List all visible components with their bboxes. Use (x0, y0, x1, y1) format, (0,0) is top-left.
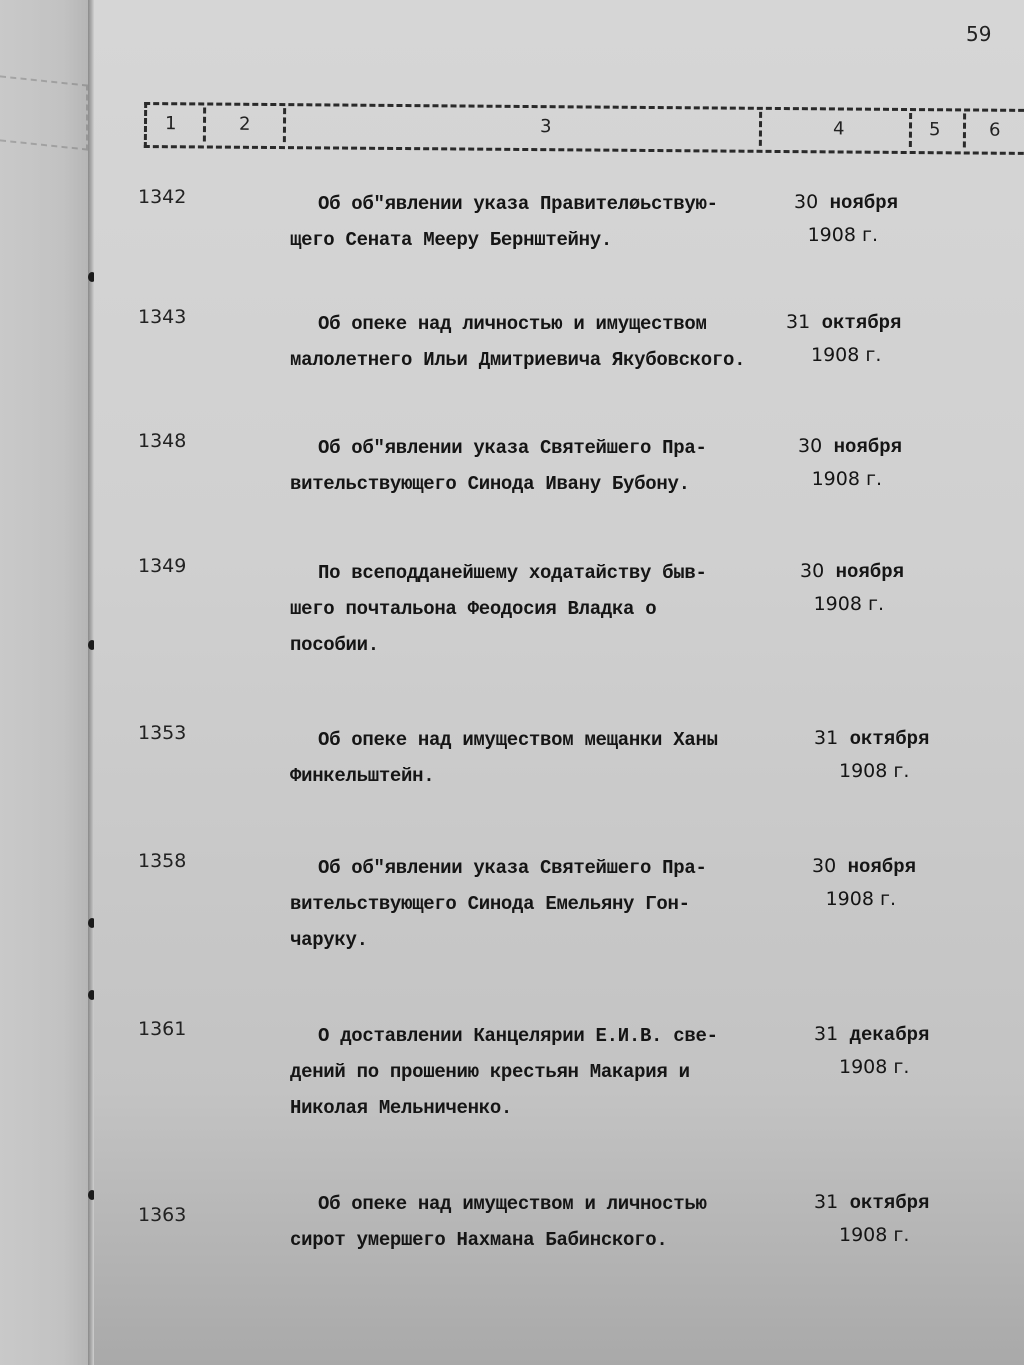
column-header-4: 4 (832, 118, 845, 140)
date-month: декабря (849, 1024, 930, 1046)
entry-description (290, 306, 810, 378)
description-line: дений по прошению крестьян Макария и (290, 1061, 690, 1083)
description-line: Об об"явлении указа Святейшего Пра- (318, 857, 707, 879)
previous-page-ghost-frame (0, 75, 88, 150)
entry-description (290, 1186, 810, 1258)
entry-description (290, 722, 810, 794)
entry-number: 1363 (138, 1204, 187, 1226)
description-line: Об опеке над имуществом и личностью (318, 1193, 707, 1215)
entry-number: 1343 (138, 306, 187, 328)
date-year: 1908 г. (811, 468, 883, 490)
description-line: сирот умершего Нахмана Бабинского. (290, 1229, 668, 1251)
description-line: Об опеке над личностью и имуществом (318, 313, 707, 335)
date-year: 1908 г. (839, 1224, 910, 1246)
column-header-1: 1 (164, 113, 177, 135)
date-month: ноября (829, 192, 899, 214)
column-separator (909, 113, 912, 147)
entry-date (800, 555, 904, 620)
column-header-5: 5 (928, 119, 941, 141)
column-header-frame (144, 102, 1024, 155)
entry-date (794, 186, 898, 251)
date-day: 30 (800, 560, 825, 582)
entry-date (798, 430, 902, 495)
description-line: пособии. (290, 634, 379, 656)
date-month: октября (849, 728, 930, 750)
entry-description (290, 555, 810, 663)
date-day: 30 (798, 435, 823, 457)
entry-date (814, 722, 929, 787)
entry-number: 1353 (138, 722, 187, 744)
date-month: октября (821, 312, 902, 334)
description-line: чаруку. (290, 929, 368, 951)
date-day: 30 (812, 855, 837, 877)
date-year: 1908 г. (811, 344, 882, 366)
entry-description (290, 1018, 810, 1126)
entry-date (814, 1018, 929, 1083)
date-year: 1908 г. (839, 760, 910, 782)
description-line: шего почтальона Феодосия Владка о (290, 598, 657, 620)
description-line: малолетнего Ильи Дмитриевича Якубовского. (290, 349, 746, 371)
entry-date (786, 306, 901, 371)
date-day: 31 (814, 1191, 839, 1213)
entry-description (290, 850, 810, 958)
entry-description (290, 186, 810, 258)
description-line: вительствующего Синода Емельяну Гон- (290, 893, 690, 915)
date-year: 1908 г. (813, 593, 885, 615)
column-header-2: 2 (238, 113, 251, 135)
date-month: ноября (847, 856, 917, 878)
description-line: Об об"явлении указа Правителøьствую- (318, 193, 718, 215)
column-separator (203, 107, 206, 141)
entry-number: 1342 (138, 186, 187, 208)
date-day: 31 (814, 727, 839, 749)
entry-number: 1358 (138, 850, 187, 872)
date-year: 1908 г. (839, 1056, 910, 1078)
column-header-3: 3 (539, 116, 552, 138)
date-day: 31 (786, 311, 811, 333)
column-separator (963, 113, 966, 147)
description-line: Об об"явлении указа Святейшего Пра- (318, 437, 707, 459)
description-line: щего Сената Мееру Бернштейну. (290, 229, 612, 251)
description-line: вительствующего Синода Ивану Бубону. (290, 473, 690, 495)
previous-page-edge (0, 0, 90, 1365)
entry-number: 1349 (138, 555, 187, 577)
date-day: 30 (794, 191, 819, 213)
column-separator (283, 108, 286, 142)
column-header-6: 6 (988, 119, 1001, 141)
date-year: 1908 г. (807, 224, 879, 246)
description-line: По всеподданейшему ходатайству быв- (318, 562, 707, 584)
entry-number: 1361 (138, 1018, 187, 1040)
description-line: Финкельштейн. (290, 765, 435, 787)
entry-description (290, 430, 810, 502)
column-separator (759, 112, 762, 146)
date-month: октября (849, 1192, 930, 1214)
date-month: ноября (835, 561, 905, 583)
date-year: 1908 г. (825, 888, 897, 910)
entry-number: 1348 (138, 430, 187, 452)
page-number: 59 (966, 22, 992, 46)
description-line: Николая Мельниченко. (290, 1097, 513, 1119)
entry-date (814, 1186, 929, 1251)
date-month: ноября (833, 436, 903, 458)
entry-date (812, 850, 916, 915)
description-line: О доставлении Канцелярии Е.И.В. све- (318, 1025, 718, 1047)
date-day: 31 (814, 1023, 839, 1045)
description-line: Об опеке над имуществом мещанки Ханы (318, 729, 718, 751)
